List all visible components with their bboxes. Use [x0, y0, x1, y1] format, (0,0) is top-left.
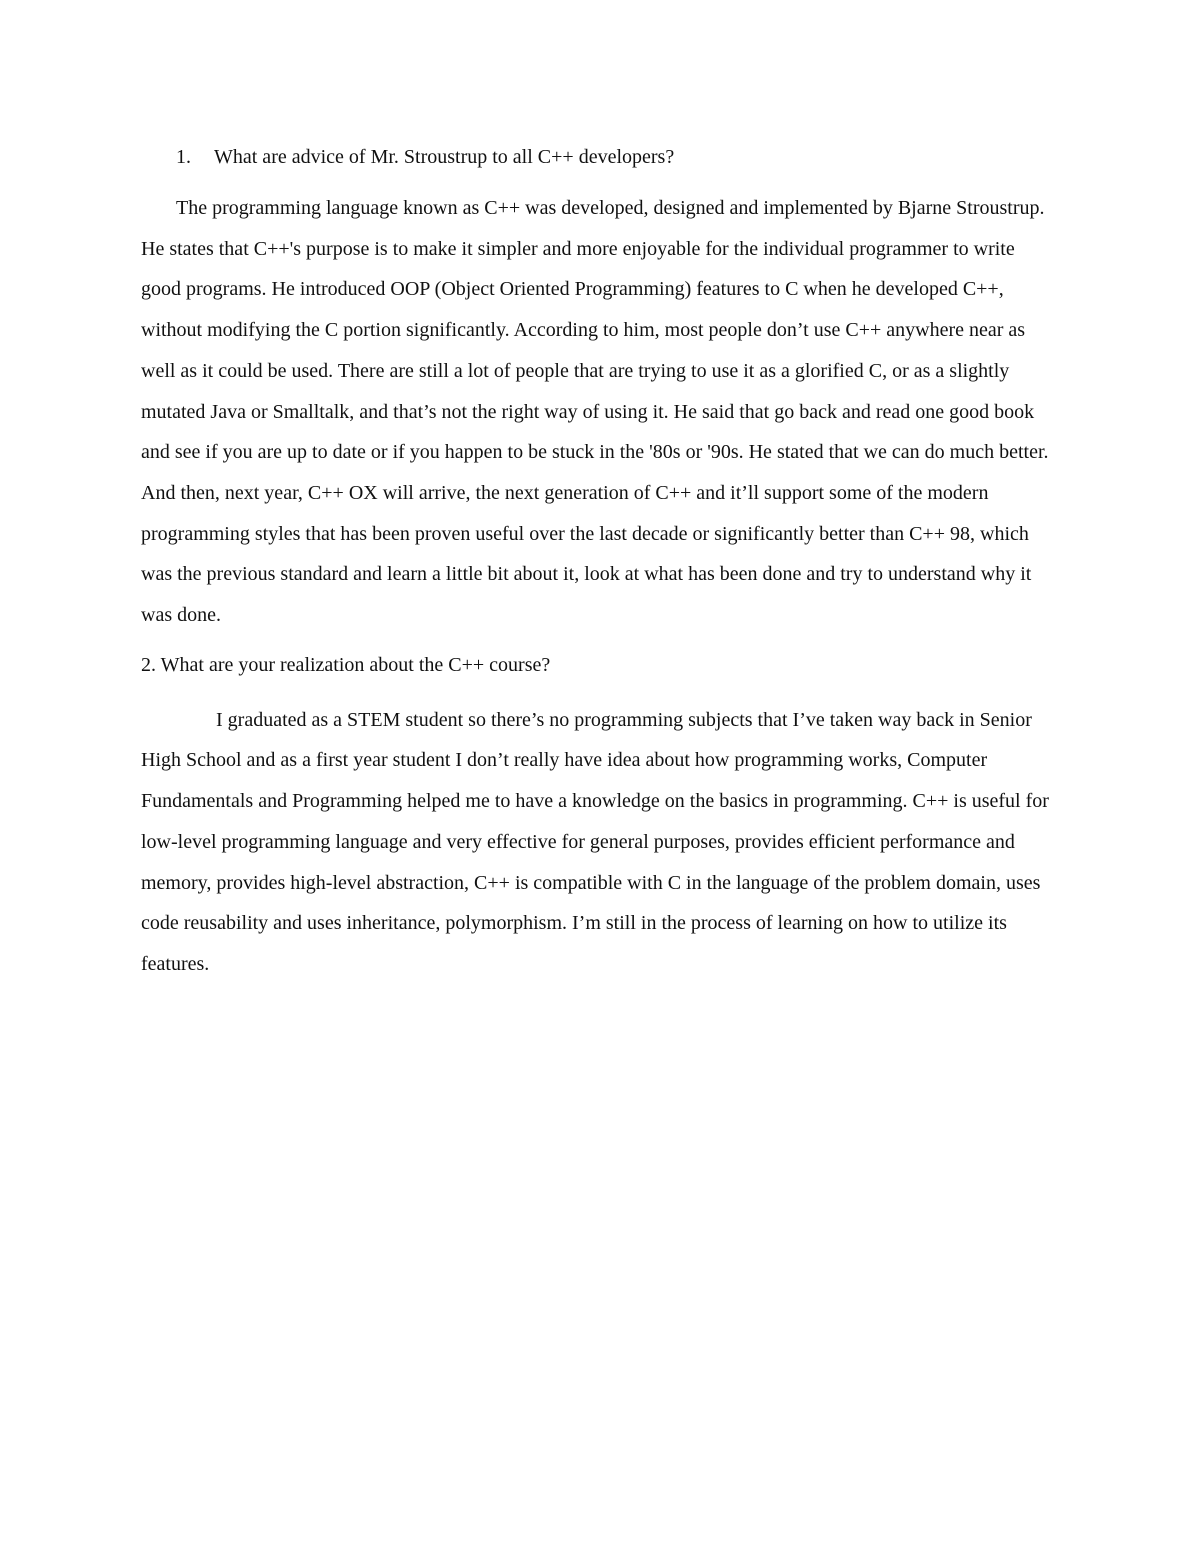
question-1 — [141, 140, 1056, 174]
answer-2-paragraph: I graduated as a STEM student so there’s no programming subjects that I’ve taken way back in Senior High School and as a first year student I don’t really have idea about how programming works, Computer Fundamentals and Programming helped me to have a knowledge on the basics in programming. C++ is useful for low-level programming language and very effective for general purposes, provides efficient performance and memory, provides high-level abstraction, C++ is compatible with C in the language of the problem domain, uses code reusability and uses inheritance, polymorphism. I’m still in the process of learning on how to utilize its features. — [141, 708, 1049, 975]
question-2: 2. What are your realization about the C++ course? — [141, 653, 551, 676]
answer-1-paragraph: The programming language known as C++ was developed, designed and implemented by Bjarne Stroustrup. He states that C++'s purpose is to make it simpler and more enjoyable for the individual programmer to write good programs. He introduced OOP (Object Oriented Programming) features to C when he developed C++, without modifying the C portion significantly. According to him, most people don’t use C++ anywhere near as well as it could be used. There are still a lot of people that are trying to use it as a glorified C, or as a slightly mutated Java or Smalltalk, and that’s not the right way of using it. He said that go back and read one good book and see if you are up to date or if you happen to be stuck in the '80s or '90s. He stated that we can do much better. And then, next year, C++ OX will arrive, the next generation of C++ and it’ll support some of the modern programming styles that has been proven useful over the last decade or significantly better than C++ 98, which was the previous standard and learn a little bit about it, look at what has been done and try to understand why it was done. — [141, 197, 1049, 627]
document-body — [141, 140, 1056, 985]
question-1-number: 1. — [176, 146, 191, 168]
question-1-text: What are advice of Mr. Stroustrup to all C++ developers? — [214, 146, 675, 168]
